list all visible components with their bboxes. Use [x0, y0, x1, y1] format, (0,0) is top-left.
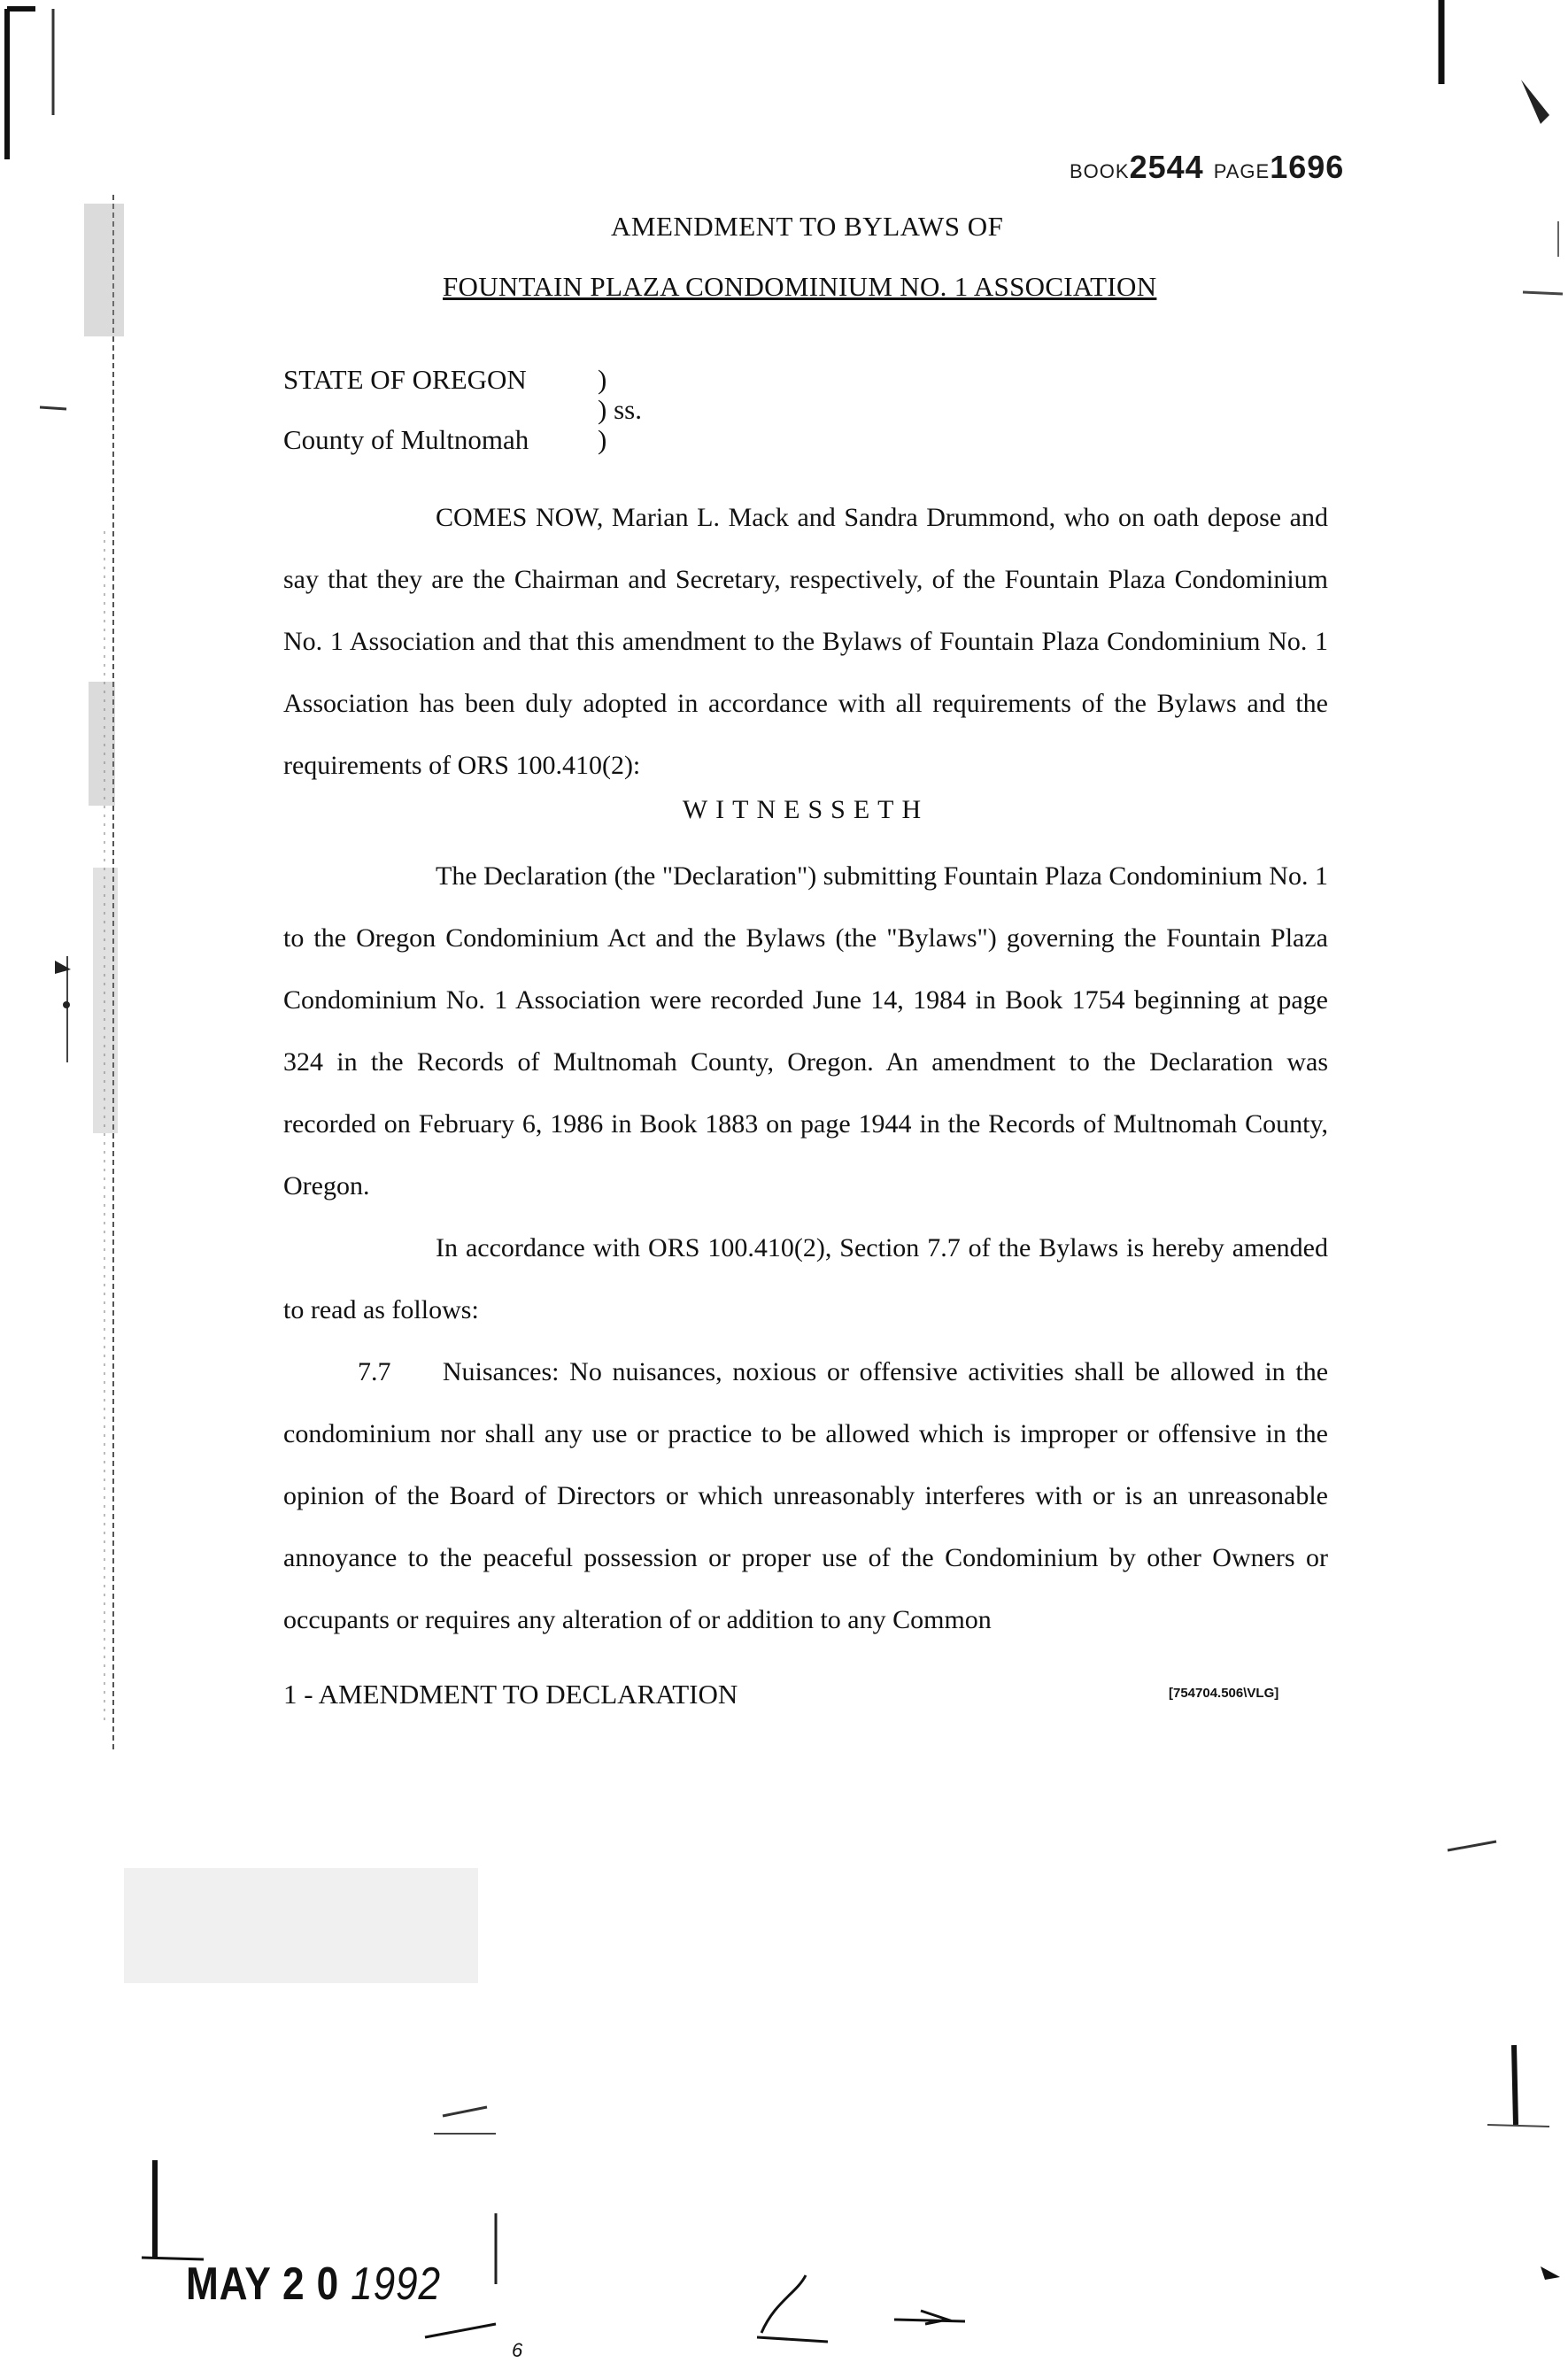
accordance-text: In accordance with ORS 100.410(2), Section 7.7 of the Bylaws is hereby amended to read as follows:: [283, 1233, 1328, 1324]
section-7-7-paragraph: [283, 1341, 1328, 1651]
recording-stamp: [1070, 149, 1344, 186]
association-title: FOUNTAIN PLAZA CONDOMINIUM NO. 1 ASSOCIATION: [443, 271, 1157, 302]
section-7-7-text: [283, 1341, 1328, 1651]
section-number: 7.7: [358, 1357, 391, 1386]
scan-bottom-squiggles: [744, 2266, 1009, 2355]
venue-paren-1: ): [598, 364, 607, 395]
bottom-mark: 6: [512, 2339, 523, 2361]
declaration-text: The Declaration (the "Declaration") submitting Fountain Plaza Condominium No. 1 to the Oregon Condominium Act and the Bylaws (the "Bylaws") governing the Fountain Plaza Condominium No. 1 Association were recorded June 14, 1984 in Book 1754 beginning at page 324 in the Records of Multnomah County, Oregon. An amendment to the Declaration was recorded on February 6, 1986 in Book 1883 on page 1944 in the Records of Multnomah County, Oregon.: [283, 861, 1328, 1201]
accordance-paragraph: [283, 1217, 1328, 1341]
footer-doc-code: [754704.506\VLG]: [1169, 1686, 1279, 1701]
venue-state: STATE OF OREGON: [283, 364, 527, 395]
venue-paren-3: ): [598, 424, 607, 455]
scan-edge-right: [1417, 0, 1568, 2378]
section-body: Nuisances: No nuisances, noxious or offensive activities shall be allowed in the condominium nor shall any use or practice to be allowed which is improper or offensive in the opinion of the Board of Directors or which unreasonably interferes with or is an unreasonable annoyance to the peaceful possession or proper use of the Condominium by other Owners or occupants or requires any alteration of or addition to any Common: [283, 1357, 1329, 1634]
document-title: AMENDMENT TO BYLAWS OF: [611, 211, 1004, 242]
page-label: PAGE: [1213, 160, 1271, 182]
scan-edge-artifacts: [0, 0, 151, 1806]
book-number: 2544: [1129, 149, 1204, 185]
date-stamp: [186, 2258, 441, 2311]
date-stamp-month-day: MAY 2 0: [186, 2258, 340, 2310]
page-number: 1696: [1270, 149, 1345, 185]
comes-now-paragraph: [283, 487, 1328, 797]
witnesseth-heading: WITNESSETH: [682, 795, 930, 824]
venue-block: [283, 365, 642, 455]
venue-county: County of Multnomah: [283, 424, 529, 455]
declaration-paragraph: [283, 845, 1328, 1217]
book-label: BOOK: [1070, 160, 1130, 182]
footer-page-label: 1 - AMENDMENT TO DECLARATION: [283, 1679, 738, 1710]
date-stamp-year: 1992: [351, 2258, 441, 2310]
comes-now-text: COMES NOW, Marian L. Mack and Sandra Drummond, who on oath depose and say that they are the Chairman and Secretary, respectively, of the Fountain Plaza Condominium No. 1 Association and that this amendment to the Bylaws of Fountain Plaza Condominium No. 1 Association has been duly adopted in accordance with all requirements of the Bylaws and the requirements of ORS 100.410(2):: [283, 503, 1328, 780]
venue-ss: ) ss.: [598, 394, 642, 425]
